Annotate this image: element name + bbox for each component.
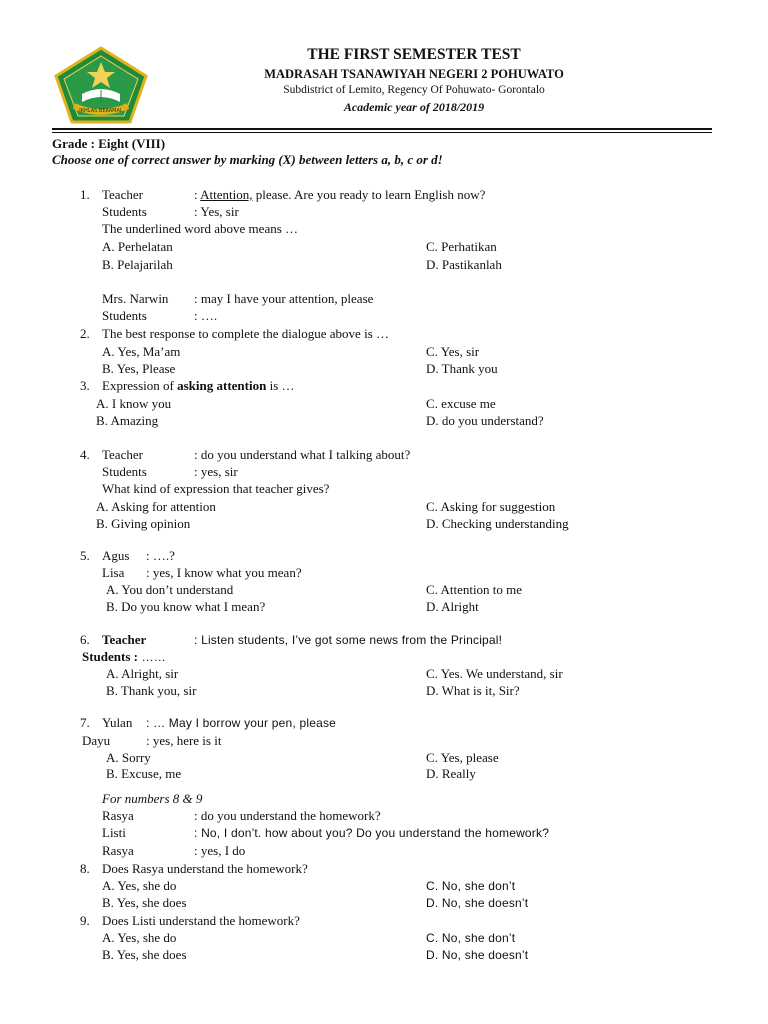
school-address: Subdistrict of Lemito, Regency Of Pohuwato- Gorontalo [283,84,545,96]
speaker-name: Mrs. Narwin [102,291,169,306]
underlined-word: Attention, [200,187,253,202]
option-c[interactable]: C. Yes. We understand, sir [426,666,563,681]
question-prompt: Expression of asking attention is … [102,378,295,393]
speaker-name: Rasya [102,843,134,858]
option-d[interactable]: D. Alright [426,599,479,614]
speaker-name: Teacher [102,187,143,202]
option-b[interactable]: B. Do you know what I mean? [106,599,266,614]
option-d[interactable]: D. No, she doesn’t [426,896,529,910]
option-b[interactable]: B. Yes, Please [102,361,176,376]
speaker-name: Listi [102,825,126,840]
question-number: 6. [80,632,90,647]
option-a[interactable]: A. Yes, she do [102,878,177,893]
dialogue-line: : No, I don’t. how about you? Do you understand the homework? [194,826,550,840]
option-c[interactable]: C. No, she don’t [426,931,516,945]
question-number: 9. [80,913,90,928]
speaker-name: Students [102,464,147,479]
speaker-name: Lisa [102,565,125,580]
option-c[interactable]: C. Perhatikan [426,239,497,254]
option-a[interactable]: A. I know you [96,396,172,411]
option-d[interactable]: D. do you understand? [426,413,544,428]
question-prompt: The best response to complete the dialogue above is … [102,326,390,341]
option-a[interactable]: A. Perhelatan [102,239,173,254]
dialogue-line: : do you understand what I talking about? [194,447,411,462]
option-b[interactable]: B. Excuse, me [106,766,182,781]
dialogue-line: : yes, I know what you mean? [146,565,302,580]
option-a[interactable]: A. You don’t understand [106,582,234,597]
option-d[interactable]: D. No, she doesn’t [426,948,529,962]
speaker-name: Yulan [102,715,133,730]
group-label: For numbers 8 & 9 [102,791,203,806]
option-c[interactable]: C. Yes, sir [426,344,480,359]
question-number: 3. [80,378,90,393]
option-b[interactable]: B. Yes, she does [102,895,187,910]
question-number: 8. [80,861,90,876]
option-c[interactable]: C. Attention to me [426,582,523,597]
option-b[interactable]: B. Pelajarilah [102,257,173,272]
speaker-name: Teacher [102,447,143,462]
grade-label: Grade : Eight (VIII) [52,136,166,151]
option-a[interactable]: A. Yes, Ma’am [102,344,181,359]
option-d[interactable]: D. Checking understanding [426,516,569,531]
option-b[interactable]: B. Amazing [96,413,159,428]
option-c[interactable]: C. Yes, please [426,750,499,765]
instruction-text: Choose one of correct answer by marking (X) between letters a, b, c or d! [52,152,443,167]
dialogue-line: : Listen students, I’ve got some news from the Principal! [194,633,503,647]
question-prompt: What kind of expression that teacher gives? [102,481,330,496]
option-b[interactable]: B. Thank you, sir [106,683,197,698]
option-c[interactable]: C. No, she don’t [426,879,516,893]
question-prompt: Does Rasya understand the homework? [102,861,308,876]
speaker-name: Teacher [102,632,147,647]
option-d[interactable]: D. Pastikanlah [426,257,502,272]
school-name: MADRASAH TSANAWIYAH NEGERI 2 POHUWATO [264,67,564,81]
dialogue-line: : …. [194,308,218,323]
option-c[interactable]: C. excuse me [426,396,496,411]
speaker-name: Students [102,308,147,323]
dialogue-line: : may I have your attention, please [194,291,374,306]
question-prompt: Does Listi understand the homework? [102,913,300,928]
speaker-name: Agus [102,548,130,563]
dialogue-line: : yes, here is it [146,733,222,748]
speaker-name: Students [102,204,147,219]
option-a[interactable]: A. Asking for attention [96,499,216,514]
dialogue-line: : ….? [146,548,175,563]
dialogue-line: Students : …… [82,649,166,664]
option-d[interactable]: D. What is it, Sir? [426,683,520,698]
dialogue-line: : … May I borrow your pen, please [146,716,337,730]
question-number: 5. [80,548,90,563]
header-divider [52,128,712,130]
speaker-name: Dayu [82,733,111,748]
option-a[interactable]: A. Alright, sir [106,666,179,681]
option-c[interactable]: C. Asking for suggestion [426,499,556,514]
dialogue-line: : yes, sir [194,464,238,479]
option-a[interactable]: A. Yes, she do [102,930,177,945]
option-b[interactable]: B. Giving opinion [96,516,191,531]
question-number: 1. [80,187,90,202]
academic-year: Academic year of 2018/2019 [343,100,485,114]
dialogue-line: : Attention, please. Are you ready to learn English now? [194,187,486,202]
speaker-name: Rasya [102,808,134,823]
question-number: 2. [80,326,90,341]
dialogue-line: : do you understand the homework? [194,808,381,823]
option-b[interactable]: B. Yes, she does [102,947,187,962]
question-number: 7. [80,715,90,730]
question-prompt: The underlined word above means … [102,221,299,236]
svg-text:IKHLAS BERAMAL: IKHLAS BERAMAL [79,108,123,114]
option-d[interactable]: D. Really [426,766,476,781]
dialogue-line: : yes, I do [194,843,246,858]
option-d[interactable]: D. Thank you [426,361,498,376]
question-number: 4. [80,447,90,462]
dialogue-line: : Yes, sir [194,204,239,219]
page-title: THE FIRST SEMESTER TEST [307,46,521,63]
header-divider-thin [52,132,712,133]
option-a[interactable]: A. Sorry [106,750,151,765]
